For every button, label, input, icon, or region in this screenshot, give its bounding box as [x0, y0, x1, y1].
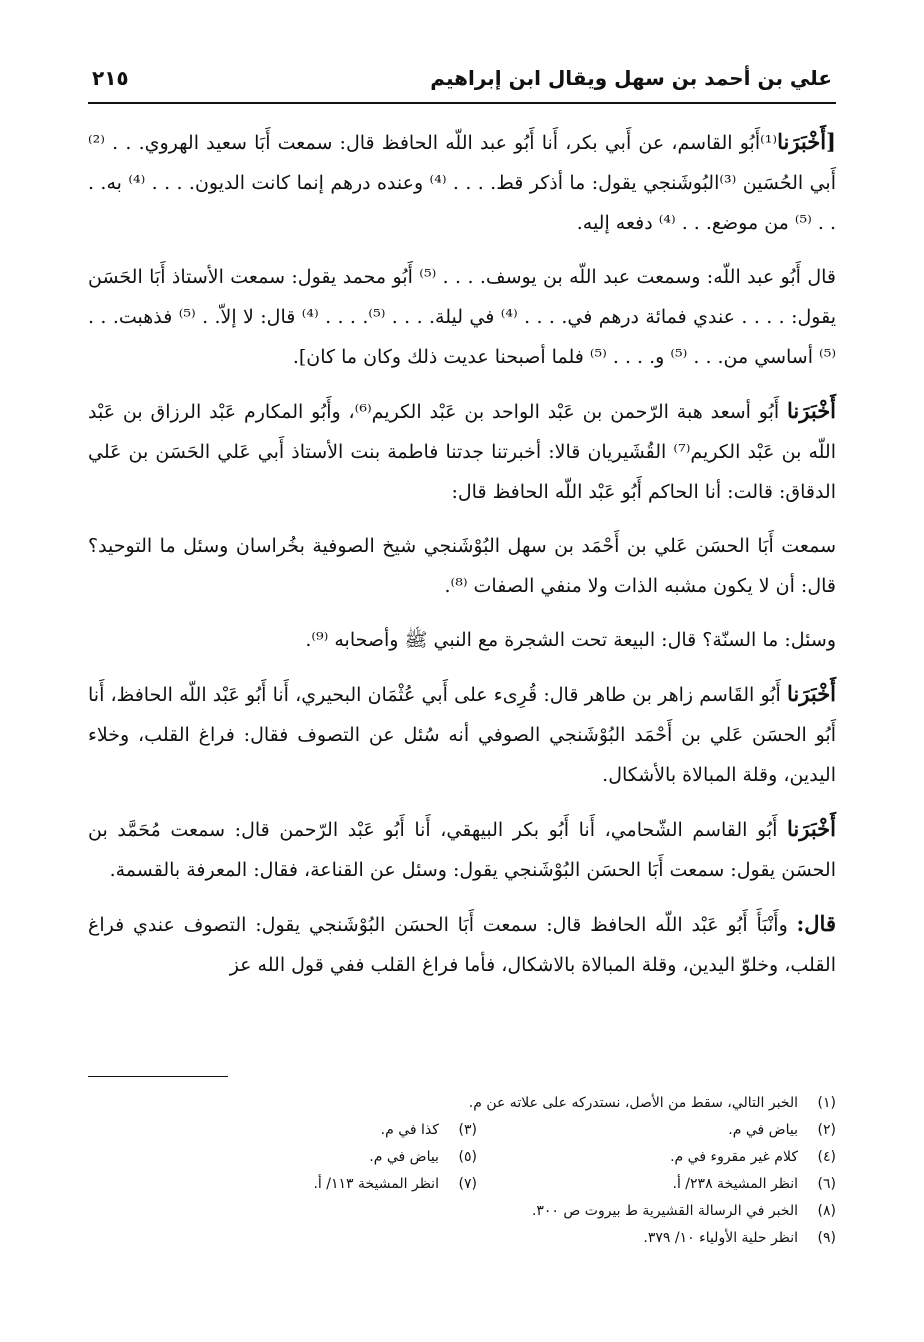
- paragraph-text: وأَنْبَأَ أَبُو عَبْد اللّه الحافظ قال: سمعت أَبَا الحسَن البُوْشَنجي يقول: التصوف عندي فراغ القلب، وخلوّ اليدين، وقلة المبالاة بالاشكال، فأما فراغ القلب ففي قول الله عز: [88, 914, 836, 976]
- paragraph-8: [88, 904, 836, 985]
- paragraph-5: [88, 620, 836, 660]
- paragraph-text: قال أَبُو عبد اللّه: وسمعت عبد اللّه بن يوسف. . . . ⁽⁵⁾ أَبُو محمد يقول: سمعت الأستاذ أَبَا الحَسَن يقول: . . . . عندي فمائة درهم في. . . . ⁽⁴⁾ في ليلة. . . . ⁽⁵⁾. . . . ⁽⁴⁾ قال: لا إلاّ. . ⁽⁵⁾ فذهبت. . . ⁽⁵⁾ أساسي من. . . ⁽⁵⁾ و. . . . ⁽⁵⁾ فلما أصبحنا عديت ذلك وكان ما كان].: [88, 266, 837, 368]
- footnote-7: (٧)انظر المشيخة ١١٣/ أ.: [313, 1176, 477, 1192]
- paragraph-3: [88, 391, 836, 512]
- footnote-1: (١)الخبر التالي، سقط من الأصل، نستدركه على علاته عن م.: [468, 1095, 836, 1111]
- main-text: [88, 122, 836, 999]
- paragraph-text: أَبُو القَاسم زاهر بن طاهر قال: قُرِىء على أَبي عُثْمَان البحيري، أَنا أَبُو عَبْد اللّه الحافظ، أَنا أَبُو الحسَن عَلي بن أَحْمَد البُوْشَنجي الصوفي أنه سُئل عن التصوف فقال: فراغ القلب، وخلاء اليدين، وقلة المبالاة بالأشكال.: [88, 684, 836, 786]
- paragraph-1: [88, 122, 836, 243]
- paragraph-text: ⁽¹⁾أَبُو القاسم، عن أَبي بكر، أَنا أَبُو عبد اللّه الحافظ قال: سمعت أَبَا سعيد الهروي. . . ⁽²⁾ أَبي الحُسَين ⁽³⁾البُوشَنجي يقول: ما أذكر قط. . . . ⁽⁴⁾ وعنده درهم إنما كانت الديون. . . . ⁽⁴⁾ به. . . . ⁽⁵⁾ من موضع. . . ⁽⁴⁾ دفعه إليه.: [88, 132, 836, 234]
- page-number: ٢١٥: [92, 66, 129, 90]
- paragraph-keyword: أَخْبَرَنا: [787, 398, 837, 423]
- paragraph-4: [88, 526, 836, 606]
- paragraph-text: سمعت أَبَا الحسَن عَلي بن أَحْمَد بن سهل البُوْشَنجي شيخ الصوفية بخُراسان وسئل ما التوحيد؟ قال: أن لا يكون مشبه الذات ولا منفي الصفات ⁽⁸⁾.: [88, 535, 836, 597]
- paragraph-text: وسئل: ما السنّة؟ قال: البيعة تحت الشجرة مع النبي ﷺ وأصحابه ⁽⁹⁾.: [305, 629, 836, 651]
- paragraph-keyword: أَخْبَرَنا: [787, 816, 836, 841]
- footnote-8: (٨)الخبر في الرسالة القشيرية ط بيروت ص ٣٠٠.: [531, 1203, 836, 1219]
- footnote-5: (٥)بياض في م.: [369, 1149, 477, 1165]
- footnote-rule: [88, 1076, 228, 1077]
- paragraph-text: أَبُو القاسم الشّحامي، أَنا أَبُو بكر البيهقي، أَنا أَبُو عَبْد الرّحمن قال: سمعت مُحَمَّد بن الحسَن يقول: سمعت أَبَا الحسَن البُوْشَنجي يقول: وسئل عن القناعة، فقال: المعرفة بالقسمة.: [88, 819, 836, 881]
- header-title: علي بن أحمد بن سهل ويقال ابن إبراهيم: [430, 66, 832, 90]
- paragraph-2: [88, 257, 836, 377]
- paragraph-7: [88, 809, 836, 890]
- footnotes: [88, 1090, 836, 1252]
- paragraph-6: [88, 674, 836, 795]
- footnote-3: (٣)كذا في م.: [380, 1122, 477, 1138]
- footnote-6: (٦)انظر المشيخة ٢٣٨/ أ.: [672, 1176, 836, 1192]
- paragraph-keyword: [أَخْبَرَنا: [777, 129, 836, 154]
- header-rule: [88, 102, 836, 104]
- paragraph-keyword: قال:: [796, 911, 836, 936]
- paragraph-keyword: أَخْبَرَنا: [787, 681, 837, 706]
- footnote-2: (٢)بياض في م.: [728, 1122, 836, 1138]
- paragraph-text: أَبُو أسعد هبة الرّحمن بن عَبْد الواحد بن عَبْد الكريم⁽⁶⁾، وأَبُو المكارم عَبْد الرزاق بن عَبْد اللّه بن عَبْد الكريم⁽⁷⁾ القُشَيريان قالا: أخبرتنا جدتنا فاطمة بنت الأستاذ أَبي عَلي الحَسَن بن عَلي الدقاق: قالت: أنا الحاكم أَبُو عَبْد اللّه الحافظ قال:: [88, 401, 836, 503]
- running-header: [92, 66, 832, 100]
- footnote-9: (٩)انظر حلية الأولياء ١٠/ ٣٧٩.: [643, 1230, 836, 1246]
- footnote-4: (٤)كلام غير مقروء في م.: [670, 1149, 836, 1165]
